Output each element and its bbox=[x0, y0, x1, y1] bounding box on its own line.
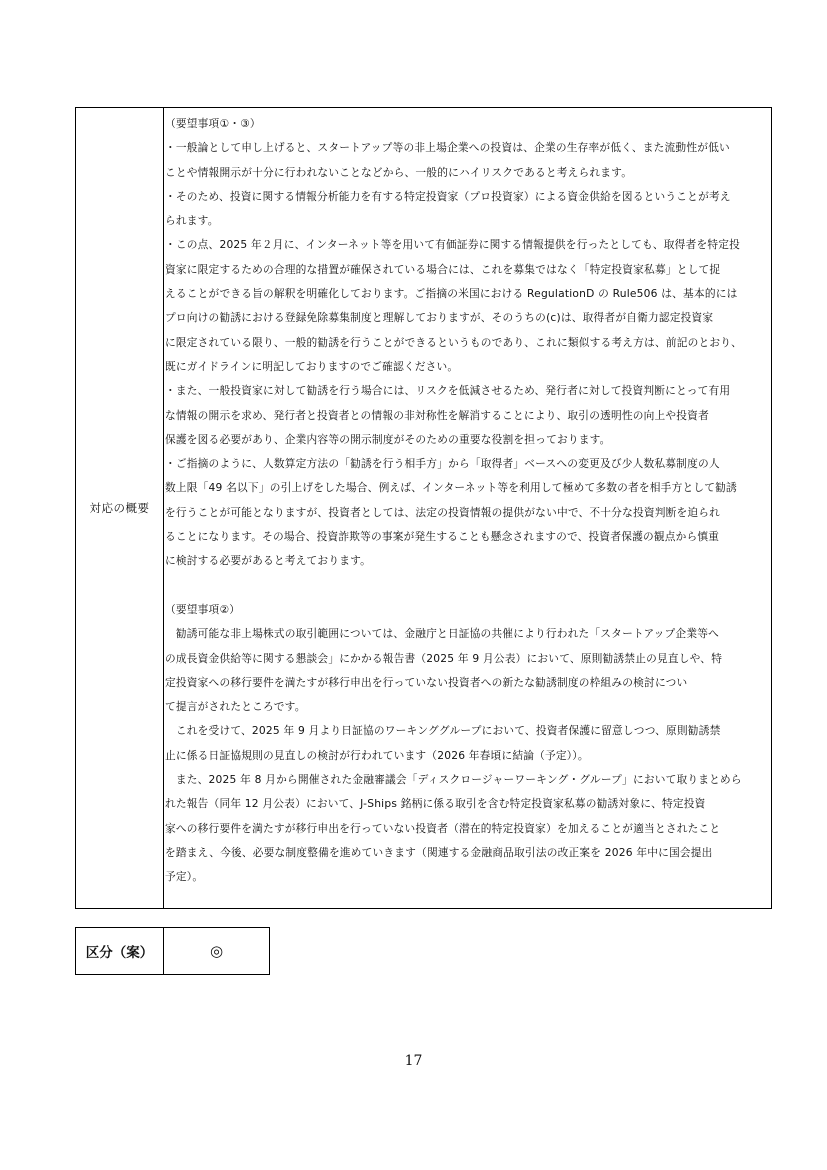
text-line: な情報の開示を求め、発行者と投資者との情報の非対称性を解消することにより、取引の透明性の向上や投資者 bbox=[165, 408, 709, 422]
text-line: 勧誘可能な非上場株式の取引範囲については、金融庁と日証協の共催により行われた「スタートアップ企業等へ bbox=[165, 627, 719, 641]
text-line: ・そのため、投資に関する情報分析能力を有する特定投資家（プロ投資家）による資金供給を図るということが考え bbox=[165, 189, 731, 203]
text-line: 定投資家への移行要件を満たすが移行申出を行っていない投資者への新たな勧誘制度の枠組みの検討につい bbox=[165, 675, 688, 689]
text-line: 資家に限定するための合理的な措置が確保されている場合には、これを募集ではなく「特定投資家私募」として捉 bbox=[165, 262, 721, 276]
text-line: ることになります。その場合、投資詐欺等の事案が発生することも懸念されますので、投資者保護の観点から慎重 bbox=[165, 530, 720, 544]
response-content bbox=[165, 112, 765, 908]
text-line: を踏まえ、今後、必要な制度整備を進めていきます（関連する金融商品取引法の改正案を 2026 年中に国会提出 bbox=[165, 845, 713, 859]
text-line: を行うことが可能となりますが、投資者としては、法定の投資情報の提供がない中で、不十分な投資判断を迫られ bbox=[165, 505, 721, 519]
category-label: 区分（案） bbox=[76, 928, 164, 974]
text-line: これを受けて、2025 年 9 月より日証協のワーキンググループにおいて、投資者保護に留意しつつ、原則勧誘禁 bbox=[165, 724, 721, 738]
text-line: えることができる旨の解釈を明確化しております。ご指摘の米国における RegulationD の Rule506 は、基本的には bbox=[165, 287, 738, 301]
text-line: れた報告（同年 12 月公表）において、J-Ships 銘柄に係る取引を含む特定投資家私募の勧誘対象に、特定投資 bbox=[165, 797, 706, 811]
text-line: 止に係る日証協規則の見直しの検討が行われています（2026 年春頃に結論（予定））。 bbox=[165, 748, 589, 762]
text-line: 家への移行要件を満たすが移行申出を行っていない投資者（潜在的特定投資家）を加えることが適当とされたこと bbox=[165, 821, 721, 835]
text-line: の成長資金供給等に関する懇談会」にかかる報告書（2025 年 9 月公表）において、原則勧誘禁止の見直しや、特 bbox=[165, 651, 723, 665]
text-line: ・この点、2025 年２月に、インターネット等を用いて有価証券に関する情報提供を行ったとしても、取得者を特定投 bbox=[165, 238, 741, 252]
text-line: 数上限「49 名以下」の引上げをした場合、例えば、インターネット等を利用して極めて多数の者を相手方として勧誘 bbox=[165, 481, 737, 495]
category-value: ◎ bbox=[209, 942, 224, 960]
text-line: に限定されている限り、一般的勧誘を行うことができるというものであり、これに類似する考え方は、前記のとおり、 bbox=[165, 335, 743, 349]
text-line: また、2025 年 8 月から開催された金融審議会「ディスクロージャーワーキング・グループ」において取りまとめら bbox=[165, 773, 742, 787]
text-line: （要望事項①・③） bbox=[165, 117, 261, 130]
text-line: られます。 bbox=[165, 214, 219, 228]
row-label-cell bbox=[76, 108, 164, 908]
blank-line bbox=[165, 574, 765, 598]
text-line: ・一般論として申し上げると、スタートアップ等の非上場企業への投資は、企業の生存率が低く、また流動性が低い bbox=[165, 141, 730, 155]
text-line: ことや情報開示が十分に行われないことなどから、一般的にハイリスクであると考えられます。 bbox=[165, 165, 633, 179]
text-line: プロ向けの勧誘における登録免除募集制度と理解しておりますが、そのうちの(c)は、取得者が自衛力認定投資家 bbox=[165, 311, 714, 325]
text-line: （要望事項②） bbox=[165, 602, 241, 616]
category-table bbox=[75, 927, 270, 975]
response-summary-table bbox=[75, 107, 772, 909]
text-line: 既にガイドラインに明記しておりますのでご確認ください。 bbox=[165, 359, 459, 373]
text-line: ・ご指摘のように、人数算定方法の「勧誘を行う相手方」から「取得者」ベースへの変更及び少人数私募制度の人 bbox=[165, 457, 720, 471]
text-line: て提言がされたところです。 bbox=[165, 700, 306, 714]
text-line: 保護を図る必要があり、企業内容等の開示制度がそのための重要な役割を担っております。 bbox=[165, 432, 611, 446]
page-number: 17 bbox=[404, 1053, 423, 1069]
text-line: ・また、一般投資家に対して勧誘を行う場合には、リスクを低減させるため、発行者に対して投資判断にとって有用 bbox=[165, 384, 731, 398]
text-line: に検討する必要があると考えております。 bbox=[165, 554, 372, 568]
text-line: 予定）。 bbox=[165, 870, 204, 884]
row-label: 対応の概要 bbox=[89, 501, 150, 515]
